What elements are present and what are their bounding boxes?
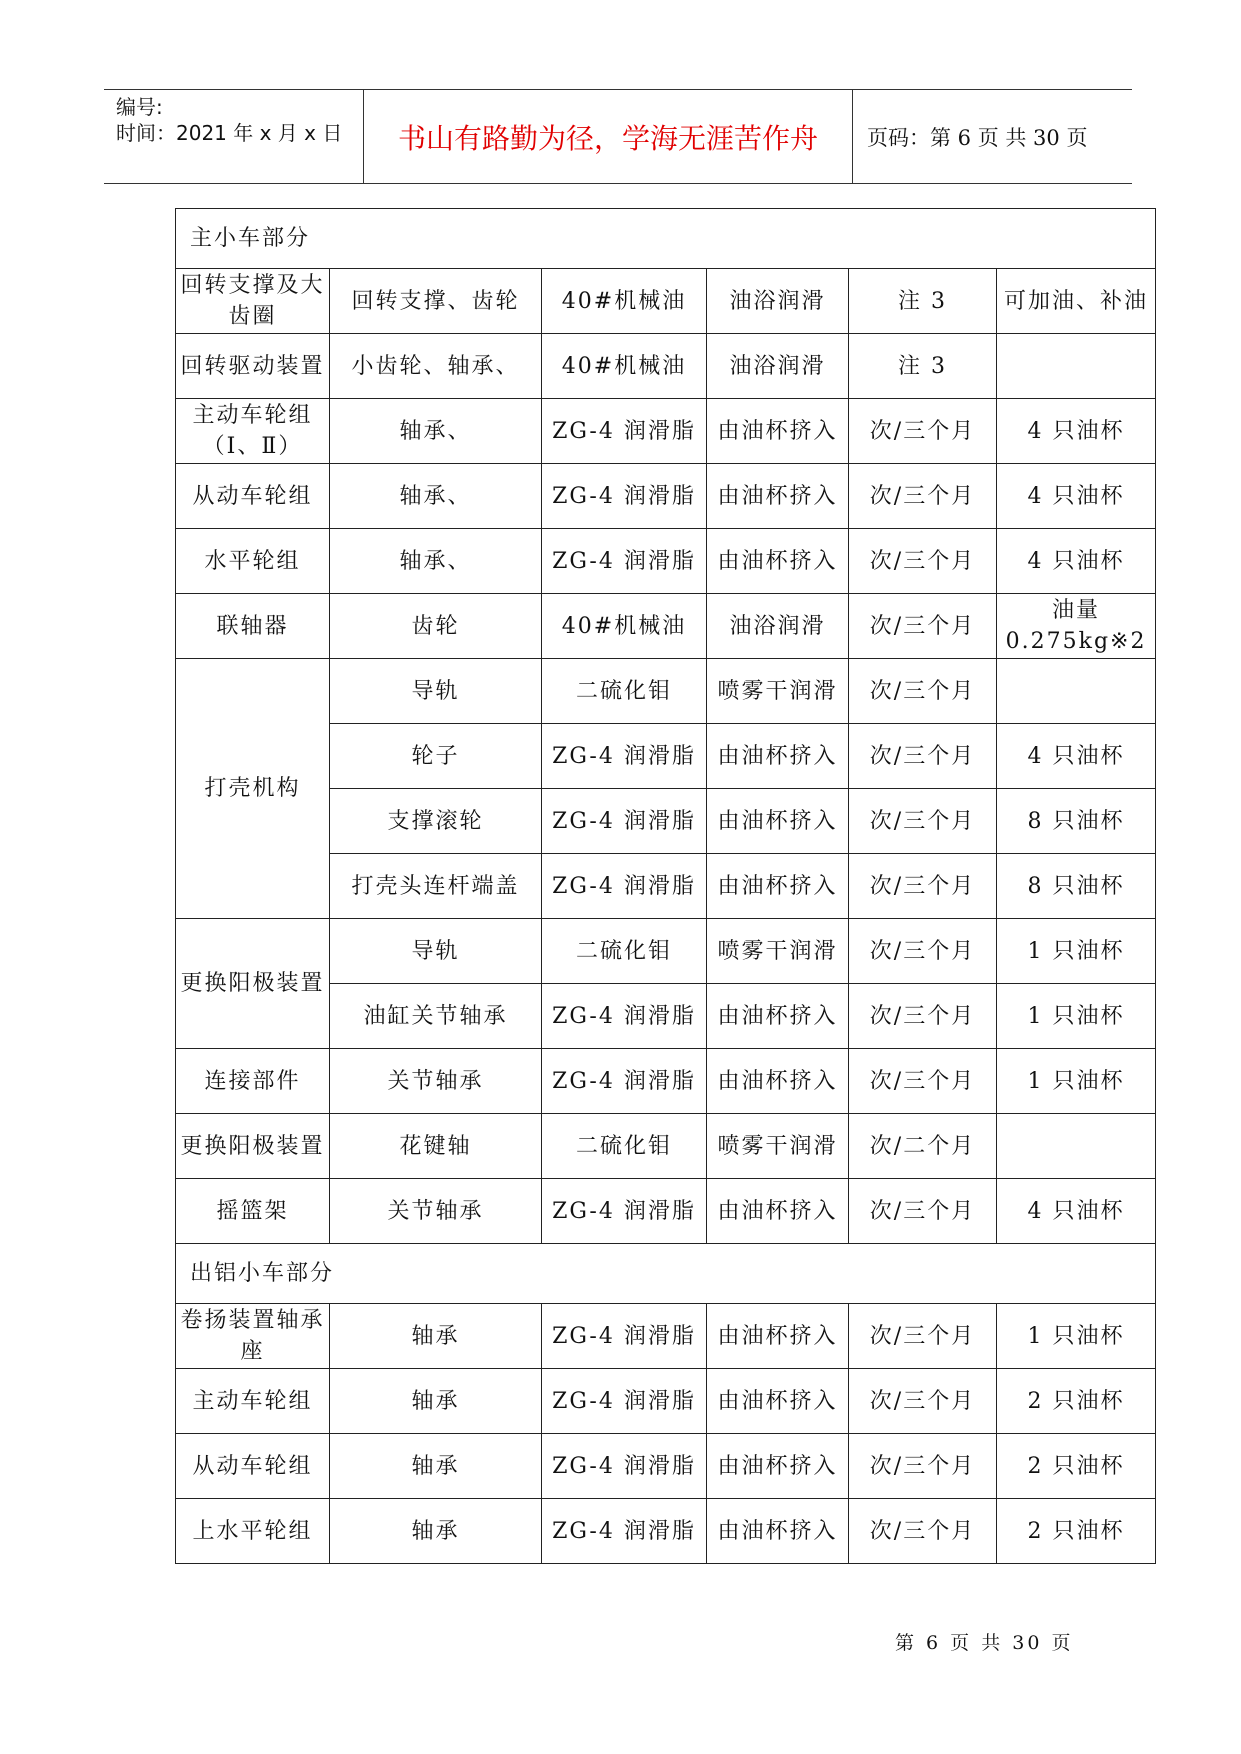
method-cell: 由油杯挤入 [707, 464, 849, 529]
header-meta [104, 90, 364, 183]
table-row [176, 464, 1156, 529]
point-cell: 轴承 [330, 1499, 542, 1564]
note-cell: 1 只油杯 [997, 1304, 1156, 1369]
lubricant-cell: ZG-4 润滑脂 [542, 1179, 707, 1244]
header-motto: 书山有路勤为径，学海无涯苦作舟 [364, 90, 853, 183]
lubricant-cell: 二硫化钼 [542, 1114, 707, 1179]
cycle-cell: 次/三个月 [849, 919, 997, 984]
lubricant-cell: ZG-4 润滑脂 [542, 1049, 707, 1114]
table-row [176, 1369, 1156, 1434]
section-title: 出铝小车部分 [176, 1244, 1156, 1304]
table-row [176, 1499, 1156, 1564]
lubricant-cell: ZG-4 润滑脂 [542, 464, 707, 529]
note-cell [997, 659, 1156, 724]
point-cell: 轴承、 [330, 464, 542, 529]
method-cell: 油浴润滑 [707, 334, 849, 399]
page-footer: 第 6 页 共 30 页 [895, 1632, 1074, 1654]
point-cell: 导轨 [330, 659, 542, 724]
method-cell: 喷雾干润滑 [707, 659, 849, 724]
cycle-cell: 次/三个月 [849, 1179, 997, 1244]
part-cell: 从动车轮组 [176, 1434, 330, 1499]
method-cell: 由油杯挤入 [707, 1179, 849, 1244]
document-code-label: 编号: [116, 95, 163, 119]
note-cell: 4 只油杯 [997, 464, 1156, 529]
point-cell: 支撑滚轮 [330, 789, 542, 854]
lubricant-cell: ZG-4 润滑脂 [542, 1499, 707, 1564]
note-cell: 4 只油杯 [997, 399, 1156, 464]
part-cell: 上水平轮组 [176, 1499, 330, 1564]
note-cell [997, 1114, 1156, 1179]
part-cell: 更换阳极装置 [176, 1114, 330, 1179]
table-row [176, 1304, 1156, 1369]
method-cell: 由油杯挤入 [707, 529, 849, 594]
part-cell: 联轴器 [176, 594, 330, 659]
cycle-cell: 次/三个月 [849, 984, 997, 1049]
point-cell: 小齿轮、轴承、 [330, 334, 542, 399]
table-row [176, 269, 1156, 334]
part-cell: 从动车轮组 [176, 464, 330, 529]
cycle-cell: 次/三个月 [849, 659, 997, 724]
note-cell: 2 只油杯 [997, 1499, 1156, 1564]
section-title: 主小车部分 [176, 209, 1156, 269]
part-cell: 摇篮架 [176, 1179, 330, 1244]
note-cell: 1 只油杯 [997, 1049, 1156, 1114]
note-cell: 油量 0.275kg※2 [997, 594, 1156, 659]
note-cell: 1 只油杯 [997, 919, 1156, 984]
method-cell: 喷雾干润滑 [707, 919, 849, 984]
method-cell: 由油杯挤入 [707, 1434, 849, 1499]
point-cell: 齿轮 [330, 594, 542, 659]
table-row [176, 659, 1156, 724]
point-cell: 导轨 [330, 919, 542, 984]
cycle-cell: 次/三个月 [849, 529, 997, 594]
lubricant-cell: ZG-4 润滑脂 [542, 724, 707, 789]
cycle-cell: 注 3 [849, 269, 997, 334]
table-row [176, 594, 1156, 659]
lubricant-cell: 40#机械油 [542, 334, 707, 399]
note-cell: 8 只油杯 [997, 789, 1156, 854]
point-cell: 轴承、 [330, 399, 542, 464]
cycle-cell: 注 3 [849, 334, 997, 399]
lubricant-cell: 40#机械油 [542, 594, 707, 659]
lubricant-cell: ZG-4 润滑脂 [542, 399, 707, 464]
lubricant-cell: 40#机械油 [542, 269, 707, 334]
cycle-cell: 次/三个月 [849, 1304, 997, 1369]
cycle-cell: 次/三个月 [849, 1499, 997, 1564]
lubricant-cell: ZG-4 润滑脂 [542, 1434, 707, 1499]
table-row [176, 1114, 1156, 1179]
note-cell: 8 只油杯 [997, 854, 1156, 919]
table-row [176, 334, 1156, 399]
cycle-cell: 次/三个月 [849, 789, 997, 854]
lubricant-cell: ZG-4 润滑脂 [542, 789, 707, 854]
method-cell: 由油杯挤入 [707, 1049, 849, 1114]
part-cell: 主动车轮组（Ⅰ、Ⅱ） [176, 399, 330, 464]
lubricant-cell: 二硫化钼 [542, 919, 707, 984]
point-cell: 轴承 [330, 1369, 542, 1434]
table-row [176, 1434, 1156, 1499]
lubricant-cell: ZG-4 润滑脂 [542, 854, 707, 919]
note-cell: 4 只油杯 [997, 529, 1156, 594]
cycle-cell: 次/三个月 [849, 594, 997, 659]
note-cell: 4 只油杯 [997, 1179, 1156, 1244]
cycle-cell: 次/三个月 [849, 1049, 997, 1114]
method-cell: 由油杯挤入 [707, 854, 849, 919]
table-row [176, 1049, 1156, 1114]
cycle-cell: 次/三个月 [849, 724, 997, 789]
part-group-cell: 更换阳极装置 [176, 919, 330, 1049]
method-cell: 由油杯挤入 [707, 724, 849, 789]
point-cell: 打壳头连杆端盖 [330, 854, 542, 919]
table-row [176, 1179, 1156, 1244]
table-row [176, 399, 1156, 464]
cycle-cell: 次/三个月 [849, 1369, 997, 1434]
method-cell: 由油杯挤入 [707, 984, 849, 1049]
method-cell: 油浴润滑 [707, 269, 849, 334]
method-cell: 由油杯挤入 [707, 1499, 849, 1564]
table-row [176, 529, 1156, 594]
point-cell: 轴承 [330, 1434, 542, 1499]
note-cell: 4 只油杯 [997, 724, 1156, 789]
method-cell: 由油杯挤入 [707, 399, 849, 464]
point-cell: 轴承、 [330, 529, 542, 594]
cycle-cell: 次/二个月 [849, 1114, 997, 1179]
lubricant-cell: ZG-4 润滑脂 [542, 1304, 707, 1369]
part-cell: 回转支撑及大齿圈 [176, 269, 330, 334]
section-row [176, 1244, 1156, 1304]
point-cell: 关节轴承 [330, 1049, 542, 1114]
cycle-cell: 次/三个月 [849, 399, 997, 464]
method-cell: 喷雾干润滑 [707, 1114, 849, 1179]
note-cell: 2 只油杯 [997, 1369, 1156, 1434]
point-cell: 关节轴承 [330, 1179, 542, 1244]
method-cell: 由油杯挤入 [707, 1369, 849, 1434]
note-cell: 2 只油杯 [997, 1434, 1156, 1499]
point-cell: 轴承 [330, 1304, 542, 1369]
section-row [176, 209, 1156, 269]
method-cell: 由油杯挤入 [707, 1304, 849, 1369]
method-cell: 由油杯挤入 [707, 789, 849, 854]
cycle-cell: 次/三个月 [849, 1434, 997, 1499]
lubricant-cell: ZG-4 润滑脂 [542, 1369, 707, 1434]
document-time: 时间：2021 年 x 月 x 日 [116, 121, 343, 145]
part-cell: 卷扬装置轴承座 [176, 1304, 330, 1369]
page-header [104, 89, 1132, 184]
point-cell: 轮子 [330, 724, 542, 789]
part-cell: 回转驱动装置 [176, 334, 330, 399]
point-cell: 回转支撑、齿轮 [330, 269, 542, 334]
note-cell: 可加油、补油 [997, 269, 1156, 334]
header-page-info: 页码：第 6 页 共 30 页 [867, 125, 1088, 150]
point-cell: 油缸关节轴承 [330, 984, 542, 1049]
lubricant-cell: ZG-4 润滑脂 [542, 984, 707, 1049]
part-cell: 连接部件 [176, 1049, 330, 1114]
part-group-cell: 打壳机构 [176, 659, 330, 919]
note-cell: 1 只油杯 [997, 984, 1156, 1049]
lubrication-table [175, 208, 1156, 1564]
point-cell: 花键轴 [330, 1114, 542, 1179]
table-row [176, 919, 1156, 984]
cycle-cell: 次/三个月 [849, 854, 997, 919]
cycle-cell: 次/三个月 [849, 464, 997, 529]
method-cell: 油浴润滑 [707, 594, 849, 659]
part-cell: 主动车轮组 [176, 1369, 330, 1434]
note-cell [997, 334, 1156, 399]
part-cell: 水平轮组 [176, 529, 330, 594]
lubricant-cell: 二硫化钼 [542, 659, 707, 724]
lubricant-cell: ZG-4 润滑脂 [542, 529, 707, 594]
